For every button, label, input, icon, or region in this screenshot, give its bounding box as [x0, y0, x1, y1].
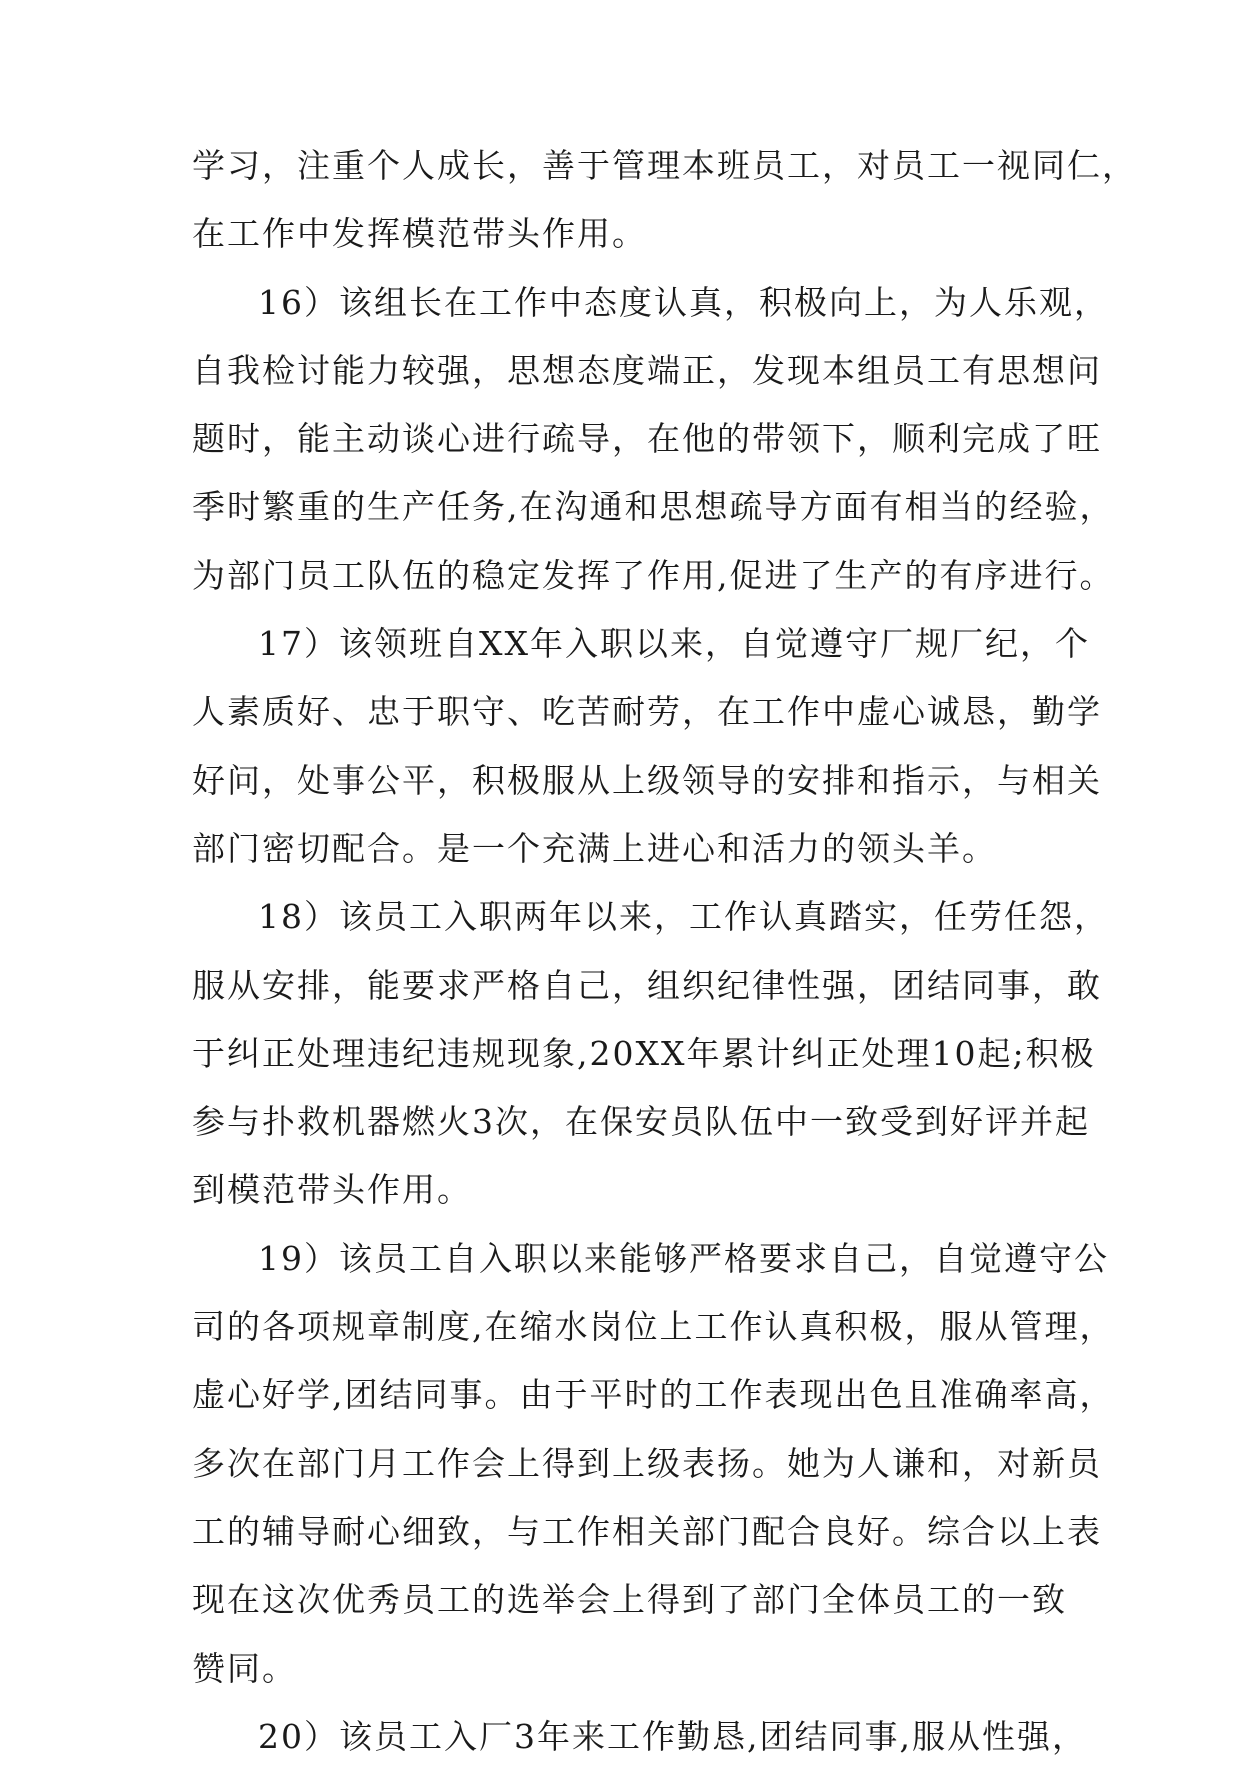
text-line: 自我检讨能力较强，思想态度端正，发现本组员工有思想问 [192, 350, 1102, 390]
text-line: 部门密切配合。是一个充满上进心和活力的领头羊。 [192, 828, 997, 868]
paragraph-20 [192, 1703, 1087, 1771]
text-line: 17）该领班自XX年入职以来，自觉遵守厂规厂纪，个 [258, 624, 1090, 664]
paragraph-18 [192, 883, 1109, 1224]
paragraph-16 [192, 269, 1115, 610]
text-line: 赞同。 [192, 1648, 297, 1688]
text-line: 人素质好、忠于职守、吃苦耐劳，在工作中虚心诚恳，勤学 [192, 692, 1102, 732]
text-line: 虚心好学,团结同事。由于平时的工作表现出色且准确率高， [192, 1375, 1115, 1415]
document-body [192, 132, 1137, 1771]
text-line: 在工作中发挥模范带头作用。 [192, 214, 647, 254]
text-line: 20）该员工入厂3年来工作勤恳,团结同事,服从性强， [258, 1716, 1087, 1756]
text-line: 季时繁重的生产任务,在沟通和思想疏导方面有相当的经验， [192, 487, 1115, 527]
paragraph-19 [192, 1225, 1115, 1703]
paragraph-continuation [192, 132, 1137, 269]
text-line: 16）该组长在工作中态度认真，积极向上，为人乐观， [258, 282, 1109, 322]
text-line: 现在这次优秀员工的选举会上得到了部门全体员工的一致 [192, 1580, 1067, 1620]
text-line: 工的辅导耐心细致，与工作相关部门配合良好。综合以上表 [192, 1511, 1102, 1551]
text-line: 服从安排，能要求严格自己，组织纪律性强，团结同事，敢 [192, 965, 1102, 1005]
text-line: 题时，能主动谈心进行疏导，在他的带领下，顺利完成了旺 [192, 419, 1102, 459]
text-line: 好问，处事公平，积极服从上级领导的安排和指示，与相关 [192, 760, 1102, 800]
text-line: 学习，注重个人成长，善于管理本班员工，对员工一视同仁， [192, 146, 1137, 185]
text-line: 参与扑救机器燃火3次，在保安员队伍中一致受到好评并起 [192, 1102, 1090, 1142]
text-line: 于纠正处理违纪违规现象,20XX年累计纠正处理10起;积极 [192, 1033, 1096, 1073]
paragraph-17 [192, 610, 1102, 883]
text-line: 司的各项规章制度,在缩水岗位上工作认真积极，服从管理， [192, 1307, 1115, 1347]
text-line: 19）该员工自入职以来能够严格要求自己，自觉遵守公 [258, 1238, 1109, 1278]
text-line: 18）该员工入职两年以来，工作认真踏实，任劳任怨， [258, 897, 1109, 937]
text-line: 为部门员工队伍的稳定发挥了作用,促进了生产的有序进行。 [192, 555, 1115, 595]
text-line: 多次在部门月工作会上得到上级表扬。她为人谦和，对新员 [192, 1443, 1102, 1483]
text-line: 到模范带头作用。 [192, 1170, 472, 1210]
